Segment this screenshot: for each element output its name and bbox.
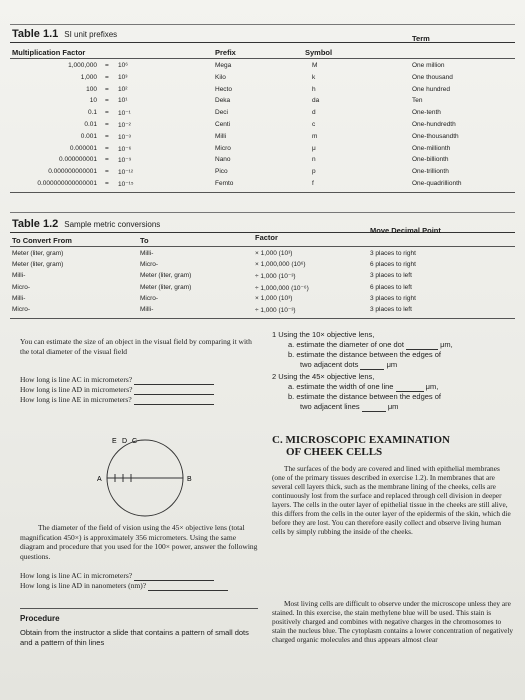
table2-from-cell: Meter (liter, gram) xyxy=(12,261,64,269)
table1-prefix-cell: Nano xyxy=(215,156,231,164)
procedure-rule xyxy=(20,608,258,609)
item-1: 1 Using the 10× objective lens, xyxy=(272,330,375,339)
item-2b-cont: two adjacent lines μm xyxy=(300,402,399,411)
table2-to-cell: Meter (liter, gram) xyxy=(140,272,192,280)
table1-sub-rule xyxy=(10,58,515,59)
table2-factor-cell: ÷ 1,000 (10⁻³) xyxy=(255,307,296,314)
item-2: 2 Using the 45× objective lens, xyxy=(272,372,375,381)
table1-factor-equals: = xyxy=(105,62,109,69)
table2-from-cell: Meter (liter, gram) xyxy=(12,250,64,257)
table1-symbol-cell: h xyxy=(312,85,316,93)
table1-prefix-cell: Deka xyxy=(215,97,231,105)
answer-blank-ac[interactable] xyxy=(134,376,214,385)
table2-sub-rule xyxy=(10,246,515,247)
table2-factor-cell: ÷ 1,000 (10⁻³) xyxy=(255,273,296,281)
item-2a: a. estimate the width of one line μm, xyxy=(288,382,439,391)
table1-symbol-cell: μ xyxy=(312,144,316,152)
table2-header-to: To xyxy=(140,236,149,245)
table1-factor-power: 10⁻¹⁵ xyxy=(118,181,134,188)
table1-title: Table 1.1 SI unit prefixes xyxy=(12,28,118,40)
table1-prefix-cell: Mega xyxy=(215,62,232,69)
table1-factor-number: 100 xyxy=(86,85,97,93)
table1-factor-number: 0.000000000000001 xyxy=(37,180,97,187)
question-ac: How long is line AC in micrometers? xyxy=(20,375,214,385)
answer-blank-line-width[interactable] xyxy=(396,383,424,392)
question-ae: How long is line AE in micrometers? xyxy=(20,395,214,405)
table1-symbol-cell: f xyxy=(312,180,314,187)
table1-factor-power: 10² xyxy=(118,85,128,93)
section-heading: C. MICROSCOPIC EXAMINATION xyxy=(272,434,450,446)
table2-from-cell: Micro- xyxy=(12,306,31,313)
table2-move-cell: 6 places to left xyxy=(370,283,412,291)
table2-to-cell: Micro- xyxy=(140,294,159,302)
answer-blank-line-distance[interactable] xyxy=(362,403,386,412)
table1-term-cell: One-hundredth xyxy=(412,121,456,128)
table1-header-factor: Multiplication Factor xyxy=(12,48,86,57)
table1-symbol-cell: da xyxy=(312,97,320,105)
table1-header-symbol: Symbol xyxy=(305,48,333,57)
table1-prefix-cell: Kilo xyxy=(215,73,226,81)
table1-prefix-cell: Milli xyxy=(215,132,227,140)
table1-factor-number: 1,000,000 xyxy=(68,62,97,69)
table1-factor-equals: = xyxy=(105,168,109,176)
table1-factor-power: 10⁻² xyxy=(118,122,131,129)
table1-term-cell: One-millionth xyxy=(412,144,451,152)
table1-factor-equals: = xyxy=(105,156,109,164)
table1-factor-number: 0.000000001 xyxy=(59,156,97,164)
table1-prefix-cell: Centi xyxy=(215,121,231,128)
table2-title: Table 1.2 Sample metric conversions xyxy=(12,218,161,230)
table1-factor-equals: = xyxy=(105,180,109,187)
table1-factor-power: 10⁻⁹ xyxy=(118,157,132,165)
table1-top-rule xyxy=(10,24,515,25)
label-a: A xyxy=(97,476,102,483)
table1-factor-equals: = xyxy=(105,97,109,105)
answer-blank-ac-45x[interactable] xyxy=(134,572,214,581)
table1-term-cell: One hundred xyxy=(412,85,450,93)
table2-header-factor: Factor xyxy=(255,233,278,242)
table2-move-cell: 3 places to right xyxy=(370,294,416,302)
paragraph-45x: The diameter of the field of vision using the 45× objective lens (total magnification 450×) is approximately 356 micrometers. Using the same diagram and procedure that you used for the 100× power, answer the following questions. xyxy=(20,523,258,561)
table1-term-cell: One-billionth xyxy=(412,156,449,164)
table1-symbol-cell: c xyxy=(312,121,316,128)
answer-blank-ad[interactable] xyxy=(134,386,214,395)
table1-factor-equals: = xyxy=(105,121,109,128)
table2-factor-cell: ÷ 1,000,000 (10⁻⁶) xyxy=(255,284,309,292)
table1-factor-number: 0.1 xyxy=(87,109,97,117)
question-ad-nm: How long is line AD in nanometers (nm)? xyxy=(20,581,228,591)
answer-blank-dot-diameter[interactable] xyxy=(406,341,438,350)
table1-prefix-cell: Hecto xyxy=(215,85,232,93)
table2-factor-cell: × 1,000,000 (10⁶) xyxy=(255,261,306,269)
table1-factor-power: 10⁻³ xyxy=(118,133,131,141)
table2-to-cell: Milli- xyxy=(140,250,154,257)
table2-from-cell: Micro- xyxy=(12,283,31,291)
procedure-title: Procedure xyxy=(20,614,60,623)
table2-move-cell: 3 places to left xyxy=(370,306,412,313)
table1-factor-equals: = xyxy=(105,73,109,81)
table2-move-cell: 3 places to left xyxy=(370,272,412,280)
table2-to-cell: Micro- xyxy=(140,261,159,269)
table2-to-cell: Meter (liter, gram) xyxy=(140,283,192,291)
table1-prefix-cell: Deci xyxy=(215,109,229,117)
table1-prefix-cell: Femto xyxy=(215,180,234,187)
item-1b-cont: two adjacent dots μm xyxy=(300,360,398,369)
table2-header-from: To Convert From xyxy=(12,236,72,245)
cheek-cells-paragraph: The surfaces of the body are covered and lined with epithelial membranes (one of the primary tissues described in exercise 1.2). In membranes that are several cell layers thick, such as the membrane lining of the cheeks, cells are continuously lost from the surface and replaced through cell division in deeper layers. The cells in the outer layer of epithelial tissue in the cheeks are still alive, this differs from the cells in the outer layer of the epidermis of the skin, which die before they are lost. You can therefore easily collect and observe living human cells by simply rubbing the inside of the cheeks. xyxy=(272,464,511,536)
answer-blank-ae[interactable] xyxy=(134,396,214,405)
table1-symbol-cell: m xyxy=(312,132,318,140)
table2-move-cell: 3 places to right xyxy=(370,250,416,257)
table1-factor-number: 10 xyxy=(89,97,97,105)
table1-symbol-cell: n xyxy=(312,156,316,164)
section-heading-2: OF CHEEK CELLS xyxy=(286,446,383,458)
table1-factor-number: 0.000000000001 xyxy=(48,168,97,176)
question-ac-45x: How long is line AC in micrometers? xyxy=(20,571,214,581)
table1-term-cell: Ten xyxy=(412,97,423,105)
table1-factor-equals: = xyxy=(105,144,109,152)
table1-term-cell: One-quadrillionth xyxy=(412,180,462,187)
table1-factor-power: 10⁻¹ xyxy=(118,110,131,118)
table1-symbol-cell: k xyxy=(312,73,316,81)
answer-blank-ad-nm[interactable] xyxy=(148,582,228,591)
item-1b: b. estimate the distance between the edges of xyxy=(288,350,442,359)
table1-symbol-cell: p xyxy=(312,168,316,176)
field-of-view-diagram xyxy=(85,428,205,518)
table1-term-cell: One-thousandth xyxy=(412,132,459,140)
table1-term-cell: One-tenth xyxy=(412,109,441,117)
label-b: B xyxy=(187,476,192,483)
table1-factor-power: 10⁻¹² xyxy=(118,169,133,177)
table1-factor-number: 0.000001 xyxy=(69,144,97,152)
table1-term-cell: One thousand xyxy=(412,73,453,81)
table2-move-cell: 6 places to right xyxy=(370,261,416,269)
table1-term-cell: One-trillionth xyxy=(412,168,449,176)
table2-bottom-rule xyxy=(10,318,515,319)
table2-top-rule xyxy=(10,212,515,213)
table1-prefix-cell: Pico xyxy=(215,168,228,176)
table1-symbol-cell: d xyxy=(312,109,316,117)
table1-factor-equals: = xyxy=(105,109,109,117)
question-ad: How long is line AD in micrometers? xyxy=(20,385,214,395)
table1-bottom-rule xyxy=(10,192,515,193)
table1-factor-number: 0.01 xyxy=(84,121,97,128)
table1-symbol-cell: M xyxy=(312,62,318,69)
answer-blank-dot-distance[interactable] xyxy=(360,361,384,370)
table1-factor-power: 10⁻⁶ xyxy=(118,145,132,153)
table2-from-cell: Milli- xyxy=(12,294,26,302)
table1-prefix-cell: Micro xyxy=(215,144,231,152)
table2-header-move: Move Decimal Point xyxy=(370,226,441,235)
table1-header-rule xyxy=(10,42,515,43)
item-1a: a. estimate the diameter of one dot μm, xyxy=(288,340,453,349)
table1-term-cell: One million xyxy=(412,62,445,69)
table1-factor-number: 0.001 xyxy=(80,132,97,140)
item-2b: b. estimate the distance between the edges of xyxy=(288,392,442,401)
procedure-text: Obtain from the instructor a slide that contains a pattern of small dots and a pattern of thin lines xyxy=(20,628,249,647)
staining-paragraph: Most living cells are difficult to observe under the microscope unless they are stained. In this exercise, the stain methylene blue will be used. This stain is positively charged and combines with negative charges in the chromosomes to stain the nucleus blue. The cytoplasm contains a lower concentration of negatively charged organic molecules and thus appears almost clear xyxy=(272,599,513,644)
table2-from-cell: Milli- xyxy=(12,272,26,280)
table1-header-prefix: Prefix xyxy=(215,48,236,57)
table1-factor-power: 10¹ xyxy=(118,97,128,105)
label-d: D xyxy=(122,438,128,445)
table2-factor-cell: × 1,000 (10³) xyxy=(255,294,293,302)
table1-factor-equals: = xyxy=(105,85,109,93)
label-c: C xyxy=(132,438,138,445)
table1-factor-number: 1,000 xyxy=(80,73,97,81)
table2-factor-cell: × 1,000 (10³) xyxy=(255,250,293,257)
table1-header-term: Term xyxy=(412,34,430,43)
table1-factor-equals: = xyxy=(105,132,109,140)
table1-factor-power: 10³ xyxy=(118,73,128,81)
label-e: E xyxy=(112,438,117,445)
intro-paragraph: You can estimate the size of an object in the visual field by comparing it with the total diameter of the visual field xyxy=(20,337,252,356)
table1-factor-power: 10⁶ xyxy=(118,62,128,69)
table2-to-cell: Milli- xyxy=(140,306,154,313)
